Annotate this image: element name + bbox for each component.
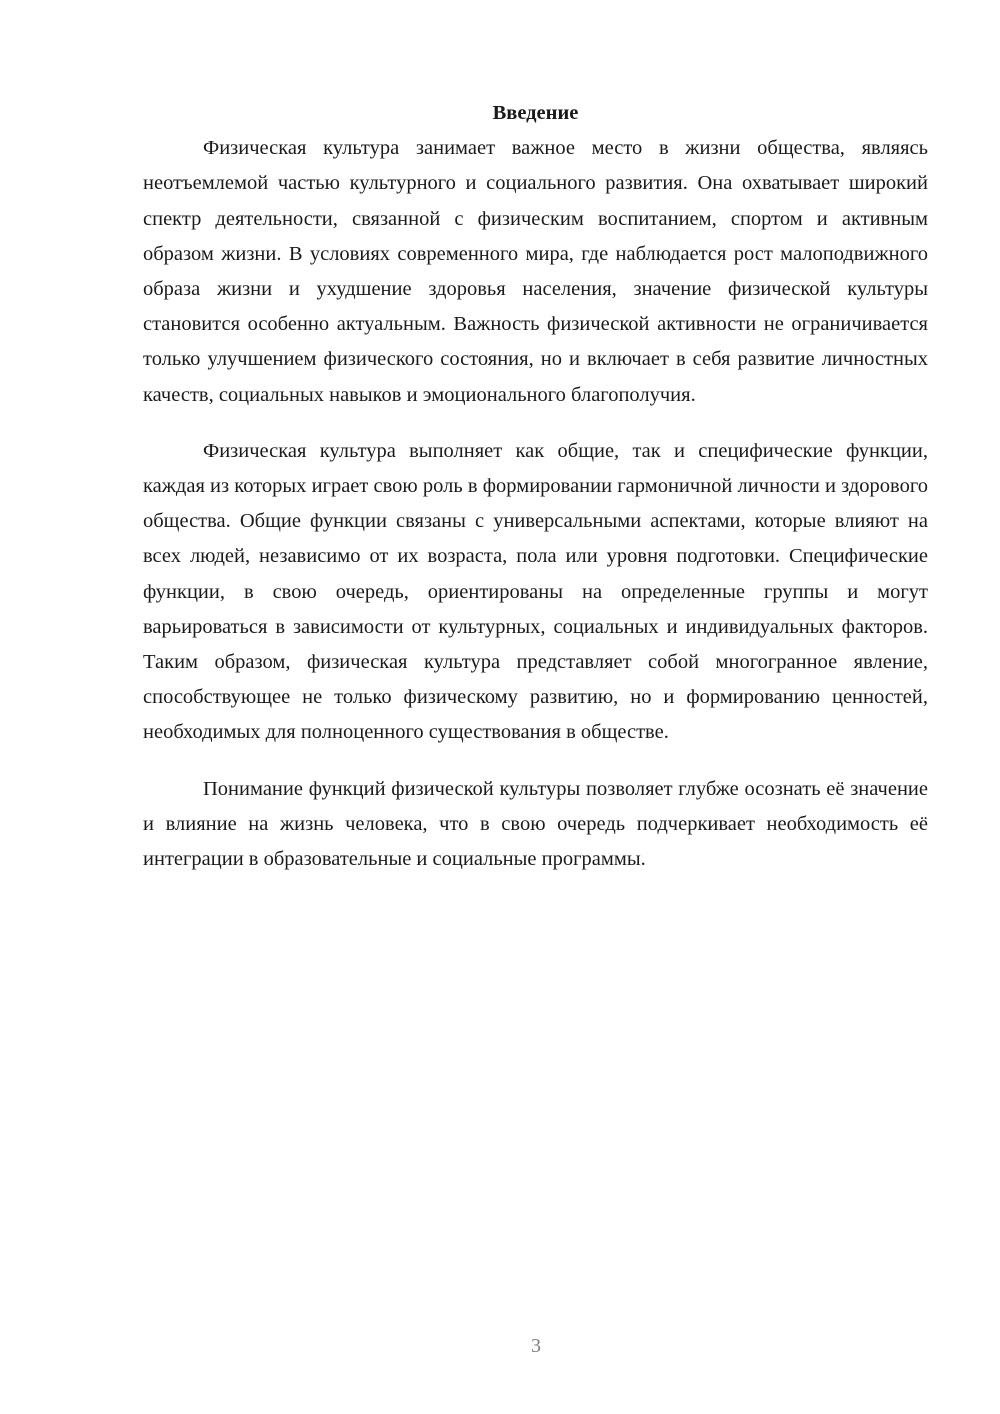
paragraph-2: Физическая культура выполняет как общие, так и специфические функции, каждая из которых играет свою роль в формировании гармоничной личности и здорового общества. Общие функции связаны с универсальными аспектами, которые влияют на всех людей, независимо от их возраста, пола или уровня подготовки. Специфические функции, в свою очередь, ориентированы на определенные группы и могут варьироваться в зависимости от культурных, социальных и индивидуальных факторов. Таким образом, физическая культура представляет собой многогранное явление, способствующее не только физическому развитию, но и формированию ценностей, необходимых для полноценного существования в обществе. xyxy=(143,439,928,744)
section-heading: Введение xyxy=(492,102,579,124)
page-number-footer xyxy=(0,1334,1000,1358)
paragraph-3: Понимание функций физической культуры позволяет глубже осознать её значение и влияние на жизнь человека, что в свою очередь подчеркивает необходимость её интеграции в образовательные и социальные программы. xyxy=(143,777,928,871)
document-body xyxy=(143,96,928,877)
paragraph-1: Физическая культура занимает важное место в жизни общества, являясь неотъемлемой частью культурного и социального развития. Она охватывает широкий спектр деятельности, связанной с физическим воспитанием, спортом и активным образом жизни. В условиях современного мира, где наблюдается рост малоподвижного образа жизни и ухудшение здоровья населения, значение физической культуры становится особенно актуальным. Важность физической активности не ограничивается только улучшением физического состояния, но и включает в себя развитие личностных качеств, социальных навыков и эмоционального благополучия. xyxy=(143,137,928,406)
page-number: 3 xyxy=(531,1335,541,1357)
